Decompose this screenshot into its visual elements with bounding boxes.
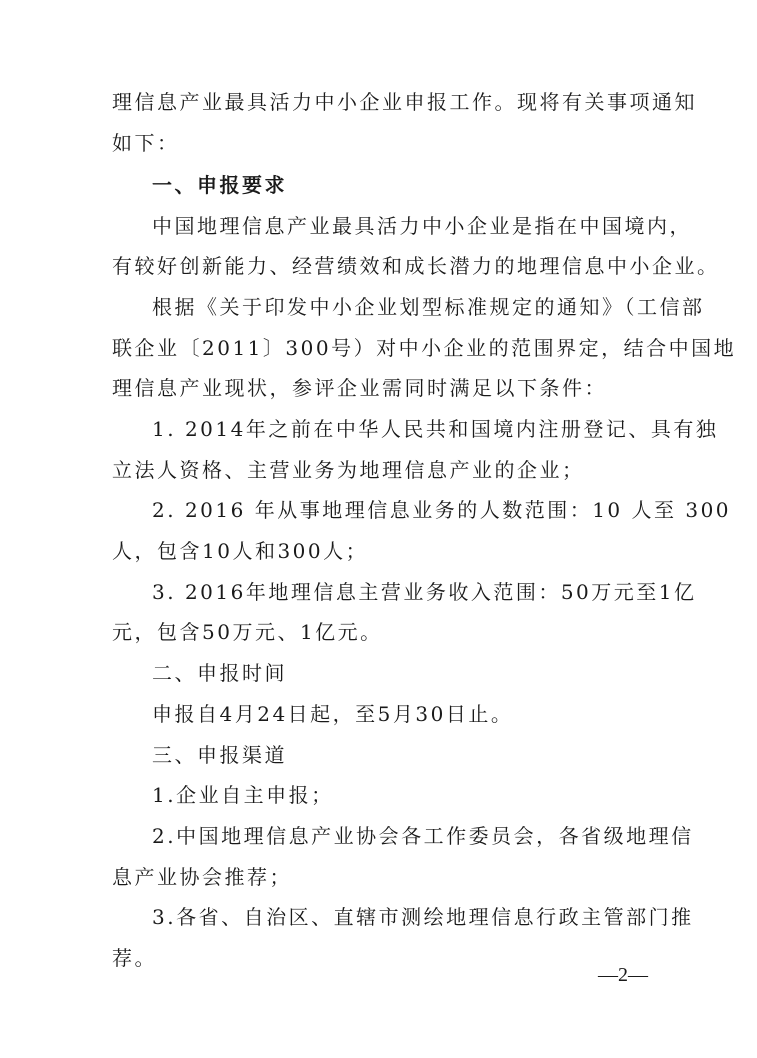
channel-item-3-cont: 荐。: [112, 946, 157, 970]
paragraph-line: 联企业〔2011〕300号）对中小企业的范围界定，结合中国地: [112, 336, 737, 360]
channel-item-2-cont: 息产业协会推荐；: [112, 865, 292, 889]
paragraph-line: 有较好创新能力、经营绩效和成长潜力的地理信息中小企业。: [112, 254, 720, 278]
section-heading-requirements: 一、申报要求: [152, 173, 287, 197]
section-heading-channels: 三、申报渠道: [152, 743, 287, 767]
channel-item-2: 2.中国地理信息产业协会各工作委员会，各省级地理信: [152, 824, 694, 848]
list-item-1: 1. 2014年之前在中华人民共和国境内注册登记、具有独: [152, 417, 719, 441]
paragraph-line: 根据《关于印发中小企业划型标准规定的通知》（工信部: [152, 295, 705, 319]
paragraph-line: 如下：: [112, 131, 180, 155]
channel-item-1: 1.企业自主申报；: [152, 783, 334, 807]
list-item-1-cont: 立法人资格、主营业务为地理信息产业的企业；: [112, 458, 585, 482]
list-item-3: 3. 2016年地理信息主营业务收入范围：50万元至1亿: [152, 580, 697, 604]
channel-item-3: 3.各省、自治区、直辖市测绘地理信息行政主管部门推: [152, 905, 694, 929]
list-item-2: 2. 2016 年从事地理信息业务的人数范围：10 人至 300: [152, 498, 732, 522]
list-item-3-cont: 元，包含50万元、1亿元。: [112, 620, 383, 644]
paragraph-line: 中国地理信息产业最具活力中小企业是指在中国境内，: [152, 214, 692, 238]
paragraph-line: 申报自4月24日起，至5月30日止。: [152, 702, 514, 726]
section-heading-time: 二、申报时间: [152, 661, 287, 685]
list-item-2-cont: 人，包含10人和300人；: [112, 539, 369, 563]
page-number: —2—: [598, 964, 648, 986]
paragraph-line: 理信息产业最具活力中小企业申报工作。现将有关事项通知: [112, 90, 697, 114]
paragraph-line: 理信息产业现状，参评企业需同时满足以下条件：: [112, 376, 607, 400]
